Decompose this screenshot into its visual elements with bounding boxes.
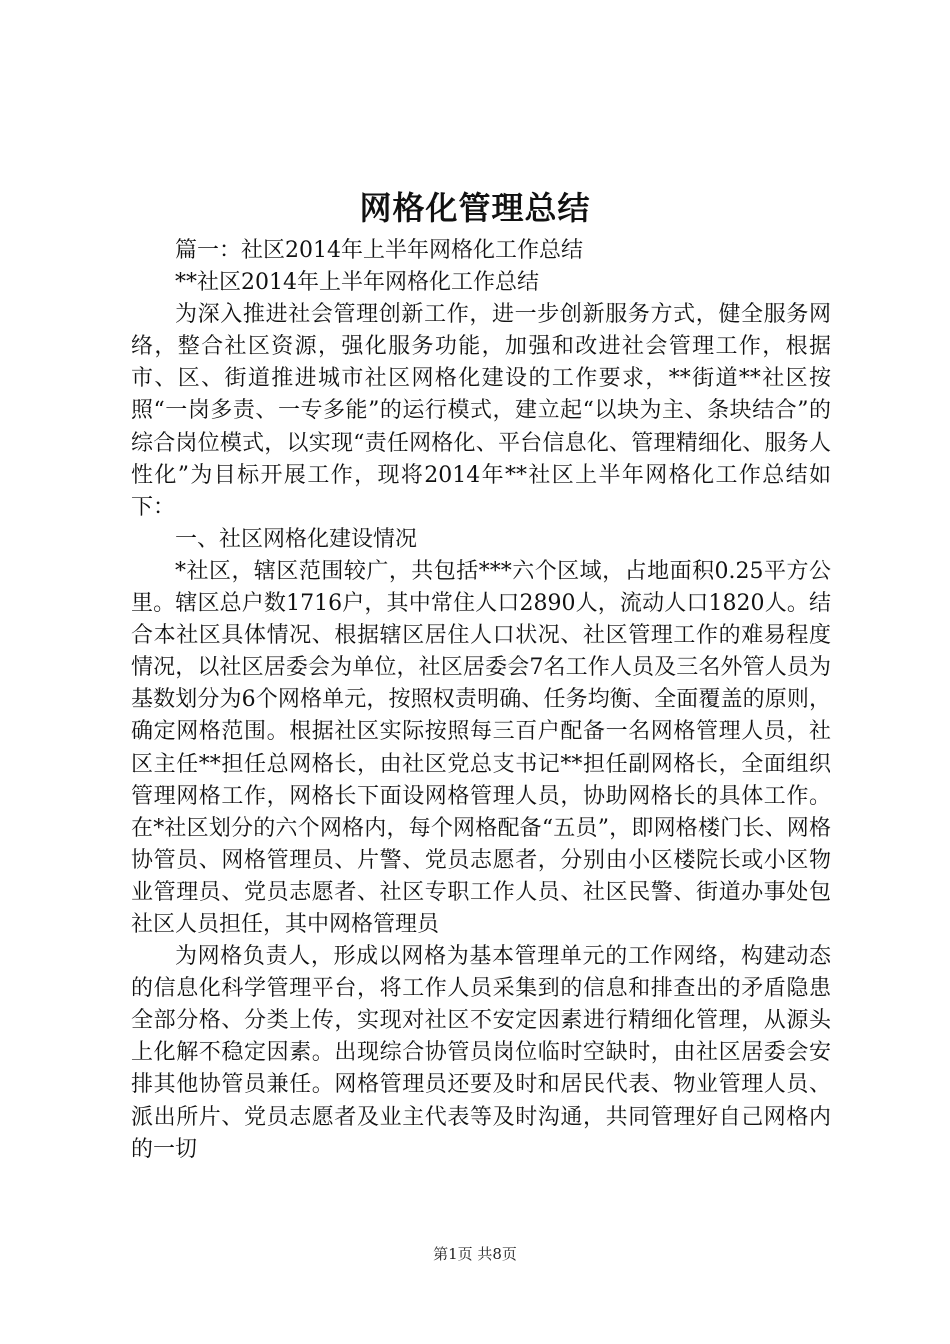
- section-heading-part-one: 篇一：社区2014年上半年网格化工作总结: [175, 238, 583, 263]
- report-subtitle: **社区2014年上半年网格化工作总结: [175, 270, 539, 296]
- community-overview-paragraph: *社区，辖区范围较广，共包括***六个区域，占地面积0.25平方公里。辖区总户数1716户，其中常住人口2890人，流动人口1820人。结合本社区具体情况、根据辖区居住人口状况、社区管理工作的难易程度情况，以社区居委会为单位，社区居委会7名工作人员及三名外管人员为基数划分为6个网格单元，按照权责明确、任务均衡、全面覆盖的原则，确定网格范围。根据社区实际按照每三百户配备一名网格管理人员，社区主任**担任总网格长，由社区党总支书记**担任副网格长，全面组织管理网格工作，网格长下面设网格管理人员，协助网格长的具体工作。在*社区划分的六个网格内，每个网格配备“五员”，即网格楼门长、网格协管员、网格管理员、片警、党员志愿者，分别由小区楼院长或小区物业管理员、党员志愿者、社区专职工作人员、社区民警、街道办事处包社区人员担任，其中网格管理员: [131, 558, 831, 937]
- intro-paragraph: 为深入推进社会管理创新工作，进一步创新服务方式，健全服务网络，整合社区资源，强化服务功能，加强和改进社会管理工作，根据市、区、街道推进城市社区网格化建设的工作要求，**街道**社区按照“一岗多责、一专多能”的运行模式，建立起“以块为主、条块结合”的综合岗位模式，以实现“责任网格化、平台信息化、管理精细化、服务人性化”为目标开展工作，现将2014年**社区上半年网格化工作总结如下：: [131, 302, 831, 520]
- grid-manager-paragraph: 为网格负责人，形成以网格为基本管理单元的工作网络，构建动态的信息化科学管理平台，将工作人员采集到的信息和排查出的矛盾隐患全部分格、分类上传，实现对社区不安定因素进行精细化管理，从源头上化解不稳定因素。出现综合协管员岗位临时空缺时，由社区居委会安排其他协管员兼任。网格管理员还要及时和居民代表、物业管理人员、派出所片、党员志愿者及业主代表等及时沟通，共同管理好自己网格内的一切: [131, 944, 831, 1162]
- page-footer: 第1页 共8页: [433, 1245, 517, 1263]
- document-title: 网格化管理总结: [359, 189, 591, 227]
- section-heading-one: 一、社区网格化建设情况: [175, 526, 418, 552]
- document-body: [131, 235, 831, 1166]
